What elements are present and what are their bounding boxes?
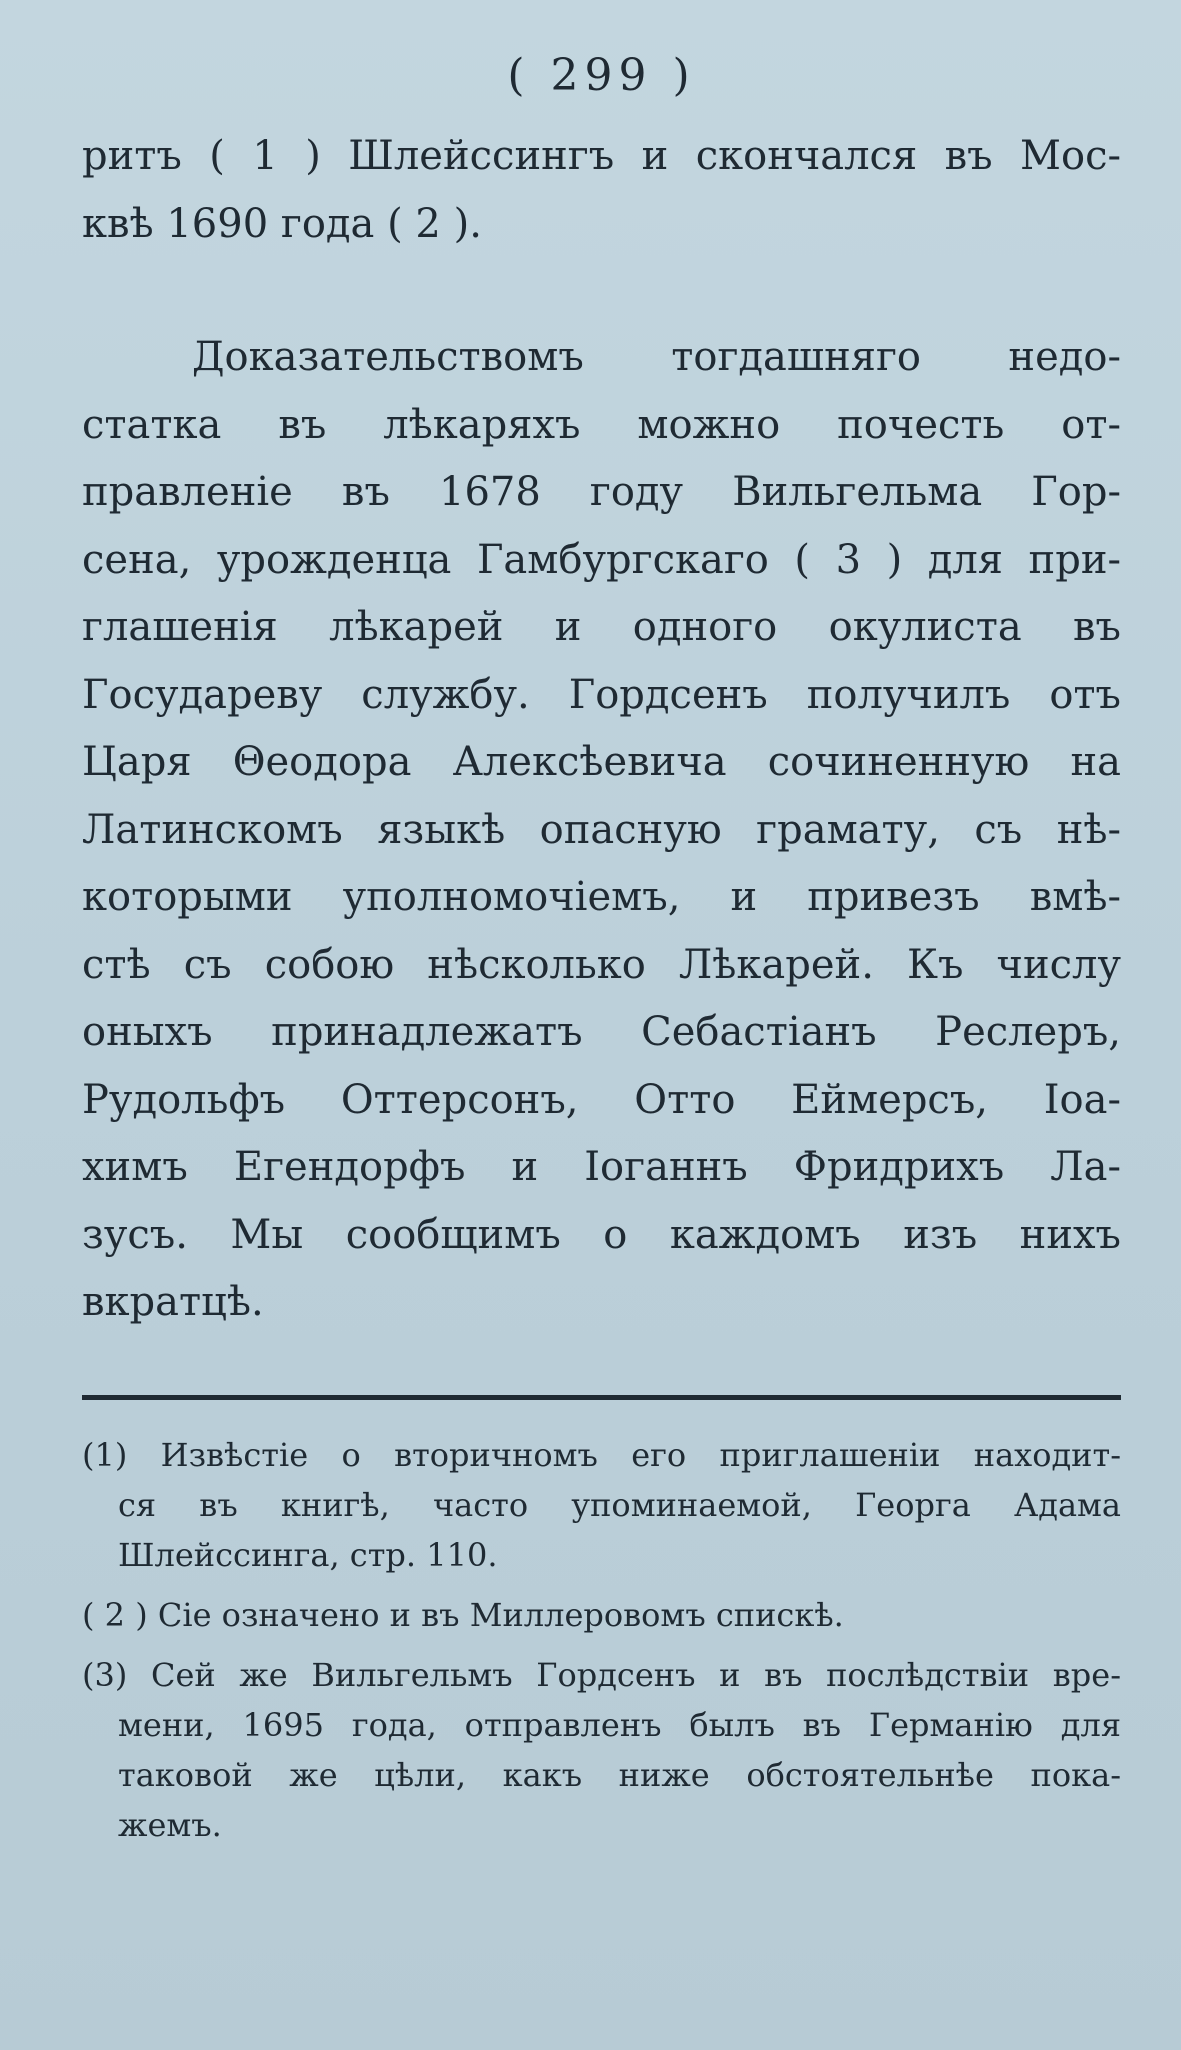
footnote-line: ( 2 ) Сіе означено и въ Миллеровомъ спискѣ. — [82, 1595, 844, 1634]
paragraph-gap — [82, 258, 1121, 324]
text-line: Доказательствомъ тогдашняго недо- — [192, 334, 1121, 380]
text-line: оныхъ принадлежатъ Себастіанъ Реслеръ, — [82, 1009, 1121, 1055]
footnote-line: мени, 1695 года, отправленъ былъ въ Германію для — [118, 1705, 1121, 1744]
text-line: зусъ. Мы сообщимъ о каждомъ изъ нихъ — [82, 1211, 1121, 1258]
footnote-line: таковой же цѣли, какъ ниже обстоятельнѣе пока- — [118, 1755, 1121, 1794]
footnote-rule — [82, 1395, 1121, 1400]
footnote-line: ся въ книгѣ, часто упоминаемой, Георга Адама — [118, 1485, 1121, 1524]
footnote-line: (3) Сей же Вильгельмъ Гордсенъ и въ послѣдствіи вре- — [82, 1655, 1121, 1694]
text-line: Латинскомъ языкѣ опасную грамату, съ нѣ- — [82, 806, 1121, 853]
text-line: глашенія лѣкарей и одного окулиста въ — [82, 604, 1121, 650]
text-line: Государеву службу. Гордсенъ получилъ отъ — [82, 671, 1121, 718]
text-line: правленіе въ 1678 году Вильгельма Гор- — [82, 469, 1121, 515]
footnote-line: (1) Извѣстіе о вторичномъ его приглашеніи находит- — [82, 1435, 1121, 1474]
footnote-line: Шлейссинга, стр. 110. — [118, 1535, 498, 1574]
footnote-line: жемъ. — [118, 1805, 222, 1844]
text-line: Рудольфъ Оттерсонъ, Отто Еймерсъ, Іоа- — [82, 1076, 1121, 1123]
text-line: ритъ ( 1 ) Шлейссингъ и скончался въ Мос- — [82, 133, 1121, 179]
text-line: которыми уполномочіемъ, и привезъ вмѣ- — [82, 874, 1121, 920]
page-number: ( 299 ) — [507, 50, 696, 101]
text-line: стѣ съ собою нѣсколько Лѣкарей. Къ числу — [82, 941, 1121, 988]
text-line: Царя Θеодора Алексѣевича сочиненную на — [82, 739, 1121, 785]
text-line: статка въ лѣкаряхъ можно почесть от- — [82, 401, 1121, 448]
text-line: квѣ 1690 года ( 2 ). — [82, 200, 482, 247]
text-line: сена, урожденца Гамбургскаго ( 3 ) для при- — [82, 536, 1121, 583]
text-line: химъ Егендорфъ и Іоганнъ Фридрихъ Ла- — [82, 1144, 1121, 1190]
text-line: вкратцѣ. — [82, 1279, 264, 1325]
